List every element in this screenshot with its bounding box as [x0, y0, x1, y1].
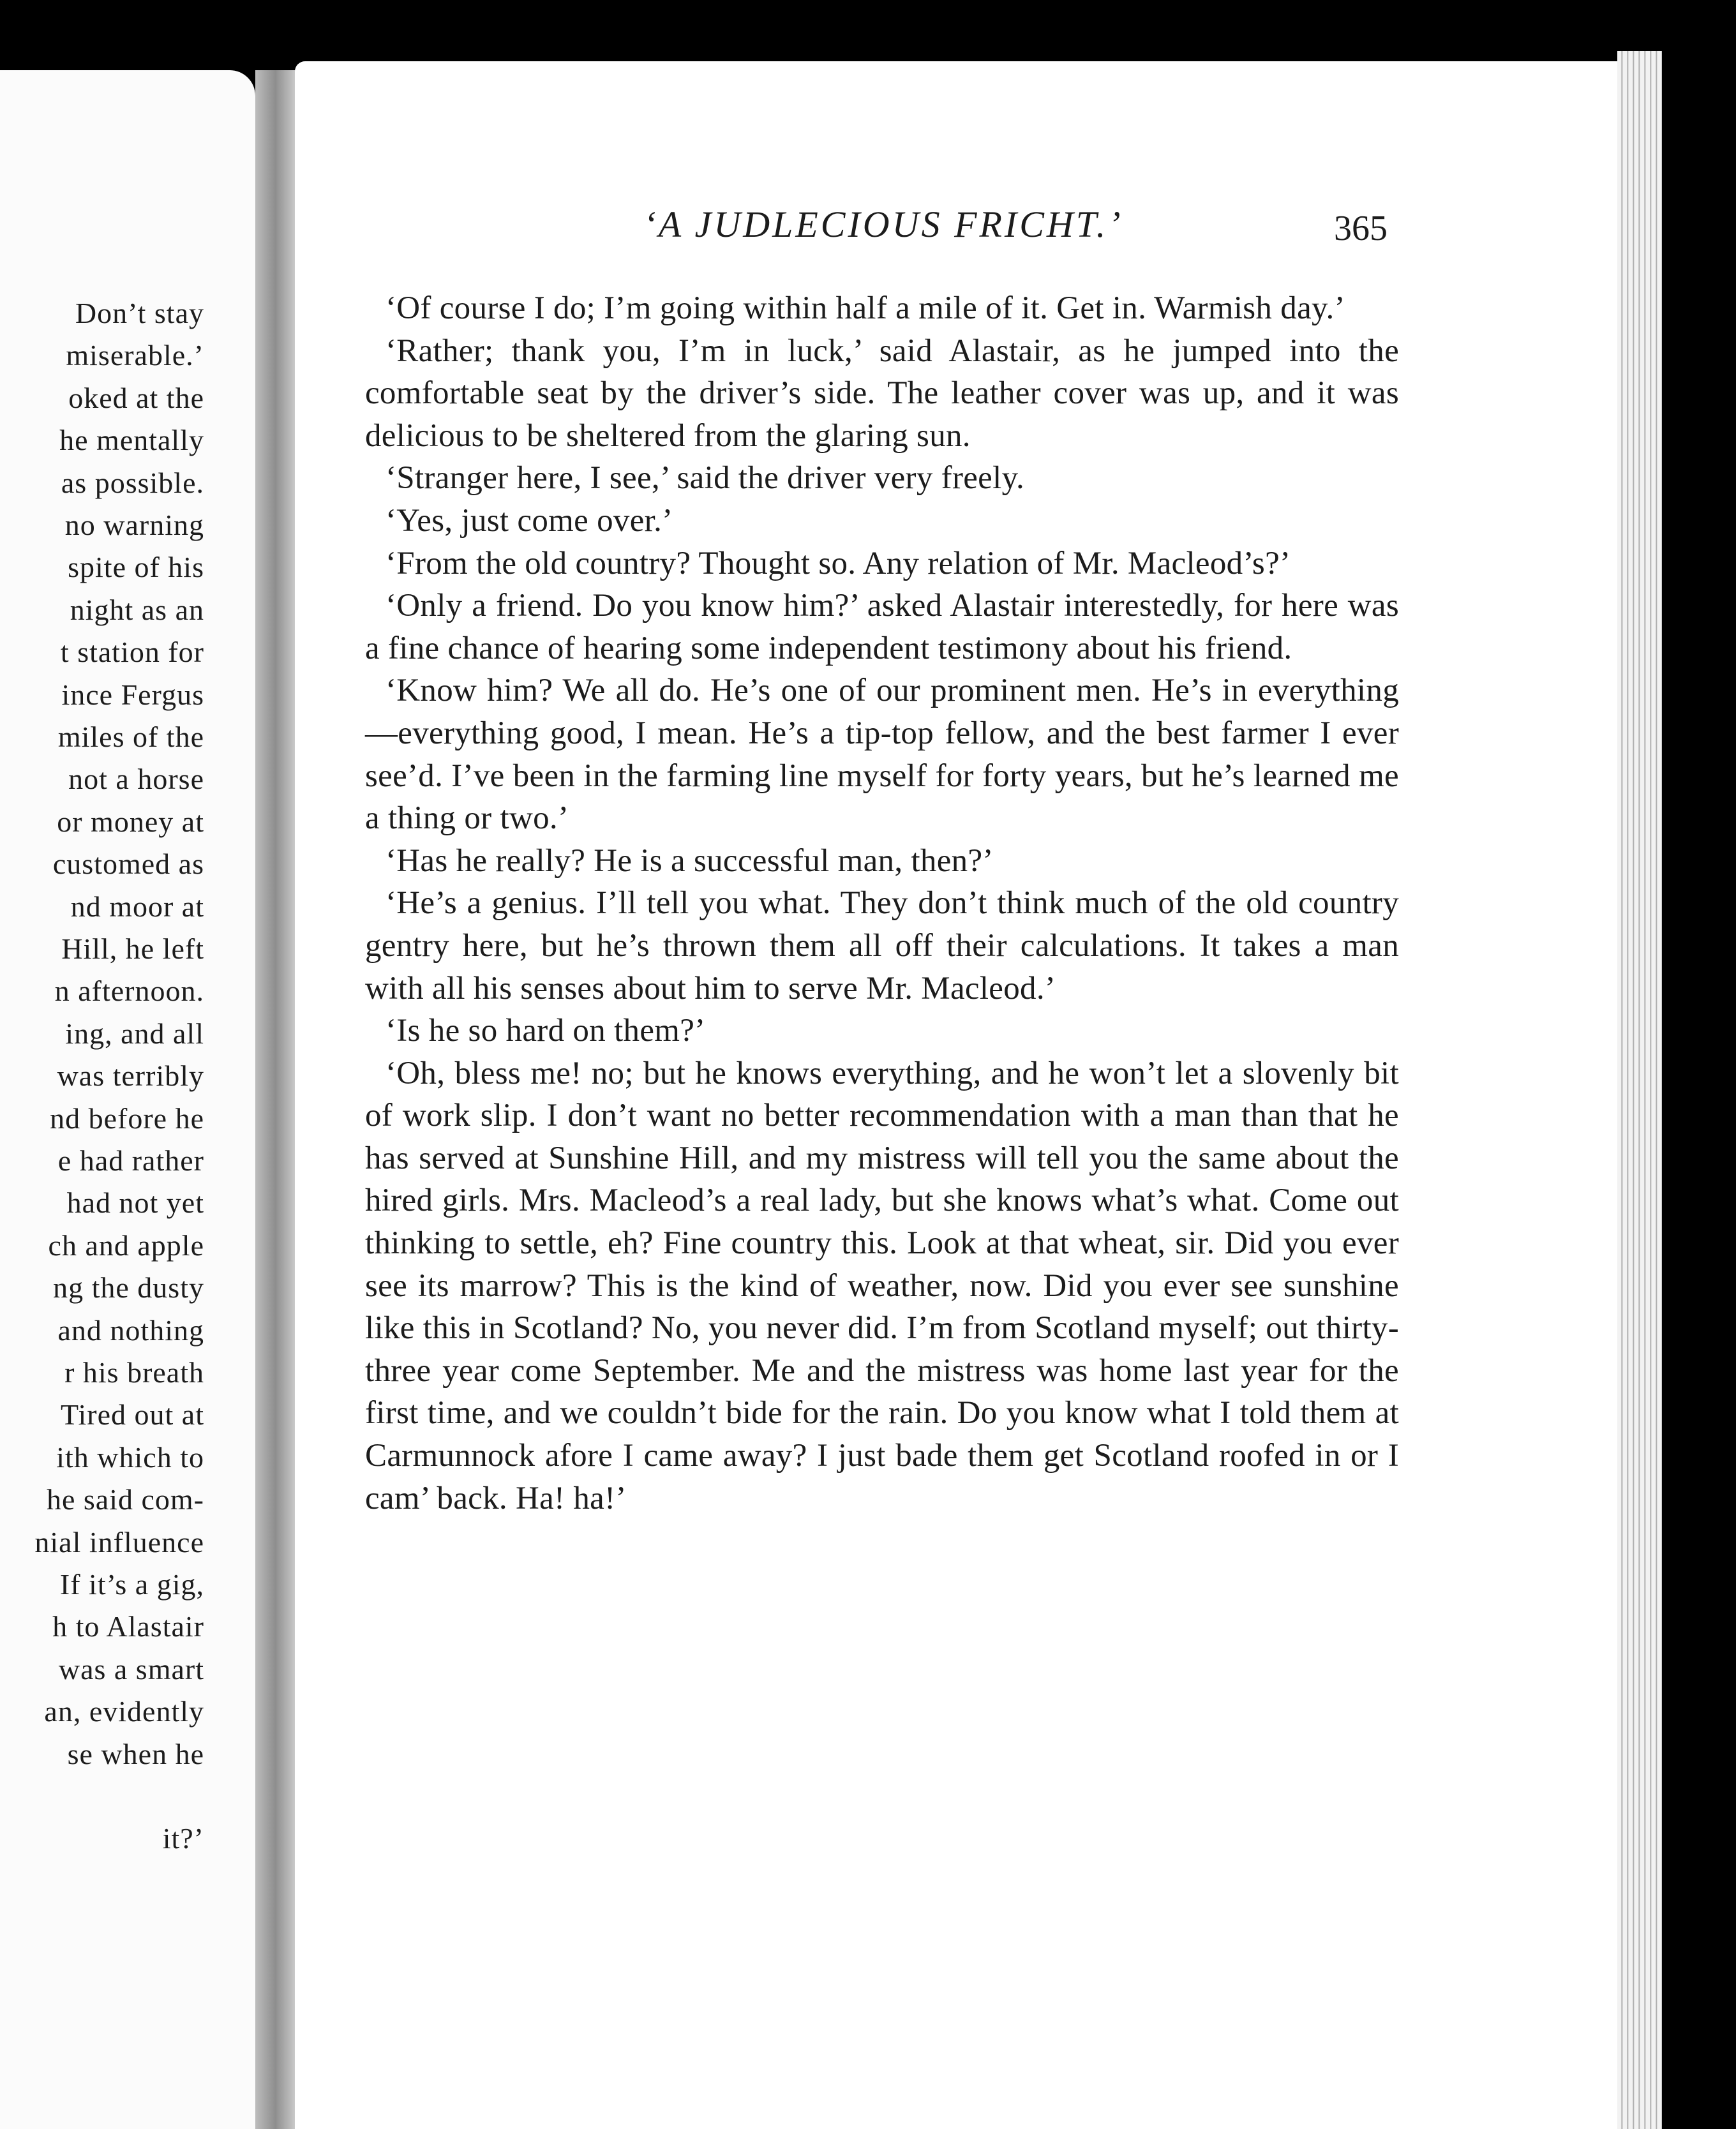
left-page-line: an, evidently	[44, 1695, 204, 1728]
left-page-line: Tired out at	[61, 1398, 204, 1431]
left-page-line: e had rather	[57, 1144, 204, 1177]
left-page-line: ing, and all	[65, 1017, 204, 1050]
left-page-line: miles of the	[57, 721, 204, 753]
left-page-line: customed as	[52, 848, 204, 881]
paragraph: ‘Only a friend. Do you know him?’ asked Alastair interestedly, for here was a fine chance of hearing some independent testimony about his friend.	[365, 588, 1399, 666]
left-page-line: If it’s a gig,	[59, 1568, 204, 1601]
left-page-line: night as an	[70, 593, 204, 626]
left-page-line: Hill, he left	[61, 932, 204, 965]
paragraph: ‘Yes, just come over.’	[385, 502, 673, 539]
left-page-line: had not yet	[66, 1186, 204, 1220]
left-page-line: ith which to	[56, 1440, 204, 1474]
book-gutter	[255, 70, 300, 2129]
paragraph: ‘Is he so hard on them?’	[385, 1013, 706, 1049]
left-page-line: nd moor at	[70, 890, 204, 923]
page-edges	[1617, 51, 1662, 2129]
left-page-line: t station for	[60, 636, 204, 669]
left-page-line: he mentally	[59, 424, 204, 457]
body-text	[365, 287, 1399, 1520]
left-page-line: oked at the	[68, 381, 204, 414]
left-page-line: as possible.	[61, 466, 204, 499]
left-page-line: was a smart	[58, 1652, 204, 1685]
left-page-line: spite of his	[68, 551, 204, 584]
left-page-line: not a horse	[68, 763, 204, 796]
left-page-line: or money at	[57, 805, 204, 838]
left-page-line: and nothing	[57, 1313, 204, 1347]
paragraph: ‘From the old country? Thought so. Any relation of Mr. Macleod’s?’	[385, 545, 1291, 581]
left-page-line: ng the dusty	[53, 1271, 204, 1304]
left-page-line: nial influence	[34, 1525, 204, 1558]
left-page-line: he said com-	[46, 1483, 204, 1516]
left-page-line: no warning	[64, 509, 204, 541]
running-head: ‘A JUDLECIOUS FRICHT.’	[643, 204, 1123, 245]
left-page-line: it?’	[162, 1822, 204, 1855]
page-number: 365	[1334, 209, 1388, 248]
left-page-line: miserable.’	[66, 339, 204, 372]
paragraph: ‘Oh, bless me! no; but he knows everything, and he won’t let a slovenly bit of work slip. I don’t want no better recommendation with a man than that he has served at Sunshine Hill, and my mistress will tell you the same about the hired girls. Mrs. Macleod’s a real lady, but she knows what’s what. Come out thinking to settle, eh? Fine country this. Look at that wheat, sir. Did you ever see its marrow? This is the kind of weather, now. Did you ever see sunshine like this in Scotland? No, you never did. I’m from Scotland myself; out thirty-three year come September. Me and the mistress was home last year for the first time, and we couldn’t bide for the rain. Do you know what I told them at Carmunnock afore I came away? I just bade them get Scotland roofed in or I cam’ back. Ha! ha!’	[365, 1055, 1400, 1516]
left-page-line: Don’t stay	[75, 297, 204, 329]
paragraph: ‘Rather; thank you, I’m in luck,’ said Alastair, as he jumped into the comfortable seat by the driver’s side. The leather cover was up, and it was delicious to be sheltered from the glaring sun.	[365, 332, 1399, 454]
left-page-line: nd before he	[50, 1102, 204, 1135]
paragraph: ‘Has he really? He is a successful man, then?’	[385, 842, 994, 879]
left-page-line: was terribly	[57, 1059, 204, 1093]
paragraph: ‘He’s a genius. I’ll tell you what. They don’t think much of the old country gentry here, but he’s thrown them all off their calculations. It takes a man with all his senses about him to serve Mr. Macleod.’	[365, 885, 1399, 1006]
left-page-line: se when he	[67, 1737, 204, 1770]
left-page	[0, 70, 255, 2129]
left-page-line: n afternoon.	[54, 975, 204, 1008]
left-page-line: ince Fergus	[61, 678, 204, 711]
paragraph: ‘Of course I do; I’m going within half a mile of it. Get in. Warmish day.’	[385, 290, 1345, 326]
paragraph: ‘Know him? We all do. He’s one of our prominent men. He’s in everything—everything good, I mean. He’s a tip-top fellow, and the best farmer I ever see’d. I’ve been in the farming line myself for forty years, but he’s learned me a thing or two.’	[365, 673, 1399, 837]
paragraph: ‘Stranger here, I see,’ said the driver very freely.	[385, 460, 1025, 497]
left-page-line: ch and apple	[48, 1229, 204, 1262]
left-page-line: r his breath	[64, 1356, 204, 1389]
left-page-line: h to Alastair	[52, 1610, 204, 1643]
